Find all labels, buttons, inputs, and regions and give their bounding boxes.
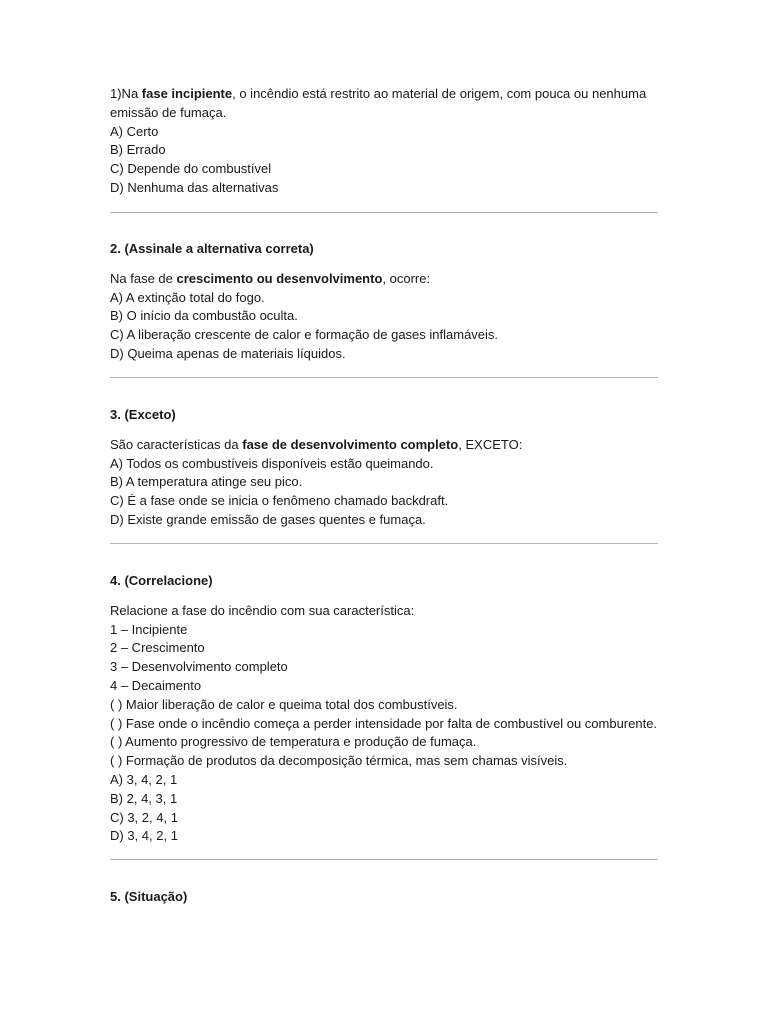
stem-rest-2: emissão de fumaça. — [110, 104, 227, 120]
statement-2: ( ) Fase onde o incêndio começa a perder intensidade por falta de combustível ou comburente. — [110, 715, 658, 731]
question-2 — [110, 240, 658, 378]
option-d: D) Queima apenas de materiais líquidos. — [110, 345, 346, 361]
option-b: B) Errado — [110, 142, 166, 158]
option-a: A) A extinção total do fogo. — [110, 289, 265, 305]
phase-2: 2 – Crescimento — [110, 640, 205, 656]
stem-rest: , o incêndio está restrito ao material de origem, com pouca ou nenhuma — [232, 86, 647, 101]
statement-1: ( ) Maior liberação de calor e queima total dos combustíveis. — [110, 696, 458, 712]
statement-3: ( ) Aumento progressivo de temperatura e produção de fumaça. — [110, 734, 477, 750]
phase-3: 3 – Desenvolvimento completo — [110, 659, 288, 675]
stem-bold: fase incipiente — [141, 86, 233, 101]
phase-4: 4 – Decaimento — [110, 677, 202, 693]
option-b: B) A temperatura atinge seu pico. — [110, 474, 303, 490]
stem-bold: fase de desenvolvimento completo — [242, 436, 459, 452]
separator — [110, 859, 658, 860]
question-5 — [110, 888, 658, 906]
option-d: D) 3, 4, 2, 1 — [110, 828, 178, 844]
stem-lead: São características da — [110, 436, 243, 452]
question-4 — [110, 572, 658, 860]
phase-1: 1 – Incipiente — [110, 621, 188, 637]
option-a: A) Certo — [110, 123, 159, 139]
option-b: B) O início da combustão oculta. — [110, 308, 298, 324]
separator — [110, 212, 658, 213]
option-b: B) 2, 4, 3, 1 — [110, 790, 178, 806]
question-1 — [110, 85, 658, 213]
stem-lead: 1)Na — [110, 86, 142, 101]
question-5-title: 5. (Situação) — [110, 889, 188, 905]
option-c: C) A liberação crescente de calor e formação de gases inflamáveis. — [110, 327, 499, 343]
question-2-stem — [110, 270, 658, 289]
option-d: D) Nenhuma das alternativas — [110, 179, 279, 195]
separator — [110, 543, 658, 544]
option-a: A) Todos os combustíveis disponíveis estão queimando. — [110, 455, 434, 471]
separator — [110, 377, 658, 378]
option-d: D) Existe grande emissão de gases quentes e fumaça. — [110, 511, 426, 527]
document-content — [110, 85, 658, 918]
option-c: C) 3, 2, 4, 1 — [110, 809, 178, 825]
question-3-title: 3. (Exceto) — [110, 406, 176, 422]
stem-lead: Na fase de — [110, 270, 177, 286]
stem-bold: crescimento ou desenvolvimento — [176, 270, 383, 286]
statement-4: ( ) Formação de produtos da decomposição térmica, mas sem chamas visíveis. — [110, 753, 568, 769]
question-4-title: 4. (Correlacione) — [110, 572, 213, 588]
option-c: C) É a fase onde se inicia o fenômeno chamado backdraft. — [110, 493, 449, 509]
question-1-stem — [110, 85, 658, 123]
option-c: C) Depende do combustível — [110, 161, 272, 177]
option-a: A) 3, 4, 2, 1 — [110, 771, 178, 787]
question-3 — [110, 406, 658, 544]
question-2-title: 2. (Assinale a alternativa correta) — [110, 240, 314, 256]
question-4-intro: Relacione a fase do incêndio com sua característica: — [110, 602, 415, 618]
stem-tail: , ocorre: — [382, 270, 431, 286]
stem-tail: , EXCETO: — [458, 436, 523, 452]
question-3-stem — [110, 436, 658, 455]
